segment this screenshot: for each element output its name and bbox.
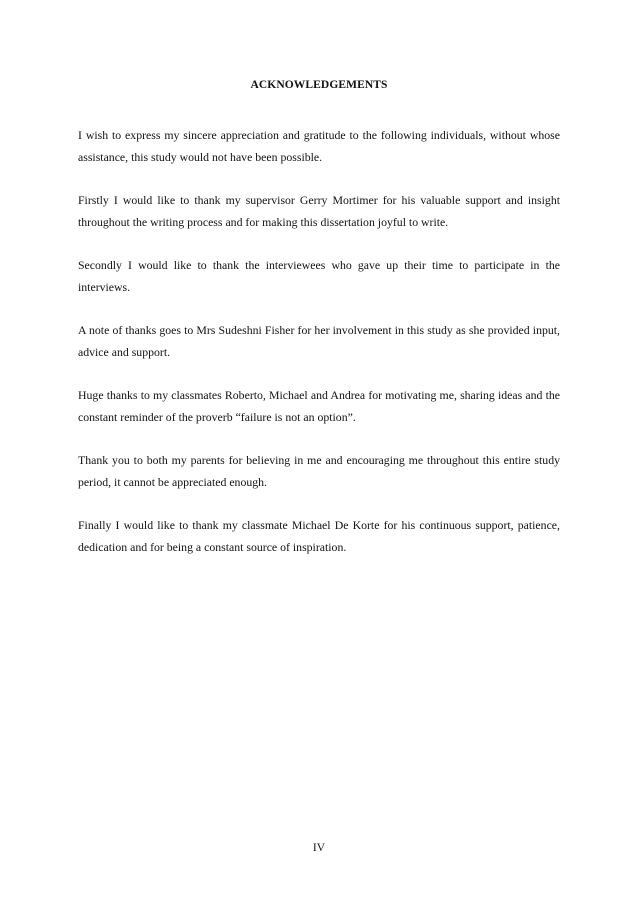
paragraph-supervisor: Firstly I would like to thank my supervisor Gerry Mortimer for his valuable support and insight throughout the writing process and for making this dissertation joyful to write. [78,193,560,229]
paragraph-classmates: Huge thanks to my classmates Roberto, Michael and Andrea for motivating me, sharing ideas and the constant reminder of the proverb “failure is not an option”. [78,388,560,424]
paragraph-appreciation: I wish to express my sincere appreciation and gratitude to the following individuals, without whose assistance, this study would not have been possible. [78,128,560,164]
paragraph-interviewees: Secondly I would like to thank the interviewees who gave up their time to participate in the interviews. [78,258,560,294]
paragraph-parents: Thank you to both my parents for believing in me and encouraging me throughout this entire study period, it cannot be appreciated enough. [78,453,560,489]
acknowledgements-body [78,124,560,579]
paragraph-michael-de-korte: Finally I would like to thank my classmate Michael De Korte for his continuous support, patience, dedication and for being a constant source of inspiration. [78,518,560,554]
page-number: IV [312,842,326,854]
paragraph-mrs-fisher: A note of thanks goes to Mrs Sudeshni Fisher for her involvement in this study as she provided input, advice and support. [78,323,560,359]
page-title: ACKNOWLEDGEMENTS [250,79,388,91]
